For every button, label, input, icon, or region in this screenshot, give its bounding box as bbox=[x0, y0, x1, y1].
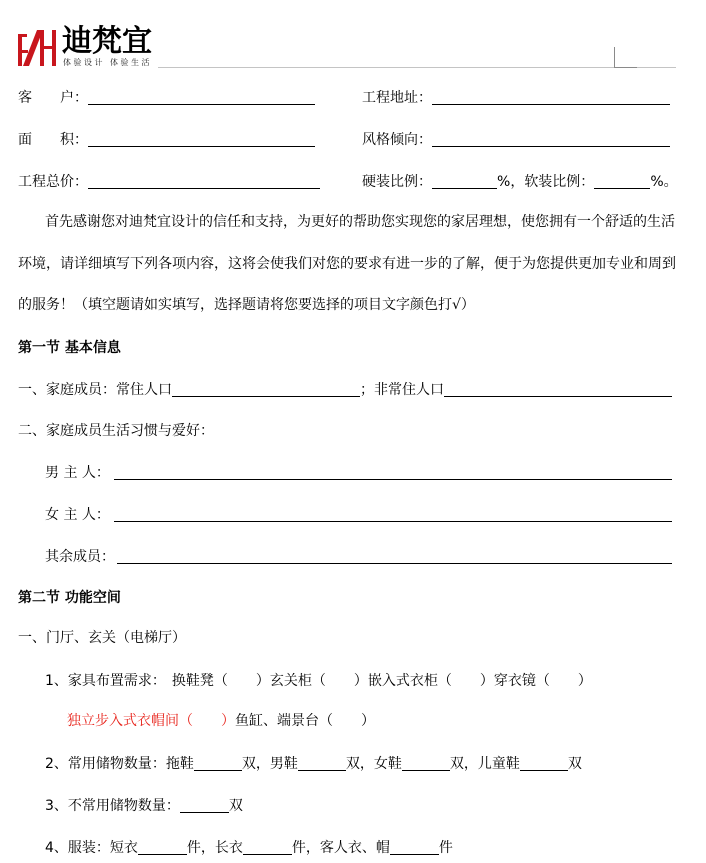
soft-ratio-label: 软装比例： bbox=[524, 174, 595, 190]
family-members-row bbox=[18, 380, 672, 400]
style-field[interactable] bbox=[432, 130, 670, 147]
total-price-field[interactable] bbox=[88, 172, 320, 189]
intro-line: 首先感谢您对迪梵宜设计的信任和支持，为更好的帮助您实现您的家居理想，使您拥有一个舒适的生活 bbox=[45, 214, 675, 230]
style-label: 风格倾向： bbox=[362, 132, 432, 148]
resident-field[interactable] bbox=[172, 380, 360, 397]
common-storage-row bbox=[45, 754, 582, 774]
soft-ratio-field[interactable] bbox=[594, 172, 650, 189]
clothing-separator: ， bbox=[200, 840, 215, 856]
furniture-needs-label: 1、家具布置需求： bbox=[45, 673, 166, 689]
male-host-field[interactable] bbox=[114, 463, 672, 480]
storage-item-name: 男鞋 bbox=[269, 756, 298, 772]
entrance-title: 一、门厅、玄关（电梯厅） bbox=[18, 630, 186, 646]
storage-item-unit: 双 bbox=[241, 756, 256, 772]
male-host-label: 男 主 人： bbox=[45, 465, 110, 481]
female-host-row bbox=[45, 505, 672, 525]
option-walk-in-closet[interactable]: 独立步入式衣帽间（ ） bbox=[67, 713, 235, 729]
brand-tagline: 体验设计 体验生活 bbox=[63, 58, 153, 67]
customer-field[interactable] bbox=[88, 88, 315, 105]
storage-separator: ， bbox=[255, 756, 270, 772]
clothing-separator: ， bbox=[305, 840, 320, 856]
family-members-label: 一、家庭成员： bbox=[18, 382, 116, 398]
resident-label: 常住人口 bbox=[116, 382, 172, 398]
storage-item-name: 拖鞋 bbox=[165, 756, 194, 772]
option-dressing-mirror[interactable]: 穿衣镜（ ） bbox=[493, 673, 592, 689]
furniture-needs-row-continued bbox=[67, 711, 375, 731]
style-row bbox=[362, 130, 670, 150]
clothing-label: 4、服装： bbox=[45, 840, 110, 856]
intro-line: 环境，请详细填写下列各项内容，这将会使我们对您的要求有进一步的了解，便于为您提供更加专业和周到 bbox=[18, 256, 676, 272]
header-rule bbox=[158, 67, 676, 68]
customer-label: 客 户： bbox=[18, 90, 88, 106]
storage-item-unit: 双 bbox=[345, 756, 360, 772]
kids-shoes-count-field[interactable] bbox=[520, 754, 568, 771]
clothing-item-name: 长衣 bbox=[214, 840, 243, 856]
intro-line: 的服务！（填空题请如实填写，选择题请将您要选择的项目文字颜色打√） bbox=[18, 297, 475, 313]
guest-coats-hats-count-field[interactable] bbox=[390, 838, 439, 855]
storage-item-unit: 双 bbox=[567, 756, 582, 772]
other-members-field[interactable] bbox=[117, 547, 672, 564]
address-row bbox=[362, 88, 670, 108]
furniture-needs-row bbox=[45, 671, 592, 691]
family-separator: ； bbox=[360, 382, 374, 398]
common-storage-label: 2、常用储物数量： bbox=[45, 756, 166, 772]
total-price-label: 工程总价： bbox=[18, 174, 88, 190]
hard-ratio-label: 硬装比例： bbox=[362, 174, 432, 190]
ratio-row bbox=[362, 172, 678, 192]
nonresident-label: 非常住人口 bbox=[374, 382, 444, 398]
address-label: 工程地址： bbox=[362, 90, 432, 106]
storage-item-name: 儿童鞋 bbox=[477, 756, 520, 772]
female-host-label: 女 主 人： bbox=[45, 507, 110, 523]
other-members-row bbox=[45, 547, 672, 567]
ratio-separator: ， bbox=[510, 174, 525, 190]
hard-ratio-unit: % bbox=[497, 174, 511, 190]
soft-ratio-unit: % bbox=[650, 174, 664, 190]
female-host-field[interactable] bbox=[114, 505, 672, 522]
long-clothes-count-field[interactable] bbox=[243, 838, 292, 855]
storage-separator: ， bbox=[359, 756, 374, 772]
clothing-row bbox=[45, 838, 453, 858]
area-row bbox=[18, 130, 315, 150]
rare-storage-count-field[interactable] bbox=[180, 796, 229, 813]
option-fish-tank-console[interactable]: 鱼缸、端景台（ ） bbox=[235, 713, 375, 729]
section-title-functional-space: 第二节 功能空间 bbox=[18, 590, 121, 606]
male-host-row bbox=[45, 463, 672, 483]
womens-shoes-count-field[interactable] bbox=[402, 754, 450, 771]
short-clothes-count-field[interactable] bbox=[138, 838, 187, 855]
storage-item-unit: 双 bbox=[449, 756, 464, 772]
other-members-label: 其余成员： bbox=[45, 549, 115, 565]
total-price-row bbox=[18, 172, 320, 192]
hard-ratio-field[interactable] bbox=[432, 172, 497, 189]
brand-logo-mark bbox=[18, 28, 58, 66]
customer-row bbox=[18, 88, 315, 108]
address-field[interactable] bbox=[432, 88, 670, 105]
habits-question: 二、家庭成员生活习惯与爱好： bbox=[18, 423, 214, 439]
clothing-item-name: 短衣 bbox=[109, 840, 138, 856]
rare-storage-row bbox=[45, 796, 243, 816]
nonresident-field[interactable] bbox=[444, 380, 672, 397]
section-title-basic-info: 第一节 基本信息 bbox=[18, 340, 121, 356]
rare-storage-unit: 双 bbox=[228, 798, 243, 814]
clothing-item-unit: 件 bbox=[186, 840, 201, 856]
area-field[interactable] bbox=[88, 130, 315, 147]
clothing-item-unit: 件 bbox=[291, 840, 306, 856]
area-label: 面 积： bbox=[18, 132, 88, 148]
mens-shoes-count-field[interactable] bbox=[298, 754, 346, 771]
option-shoe-bench[interactable]: 换鞋凳（ ） bbox=[171, 673, 270, 689]
rare-storage-label: 3、不常用储物数量： bbox=[45, 798, 180, 814]
clothing-item-name: 客人衣、帽 bbox=[319, 840, 390, 856]
storage-item-name: 女鞋 bbox=[373, 756, 402, 772]
brand-name: 迪梵宜 bbox=[62, 24, 152, 59]
option-entry-cabinet[interactable]: 玄关柜（ ） bbox=[269, 673, 368, 689]
clothing-item-unit: 件 bbox=[438, 840, 453, 856]
option-built-in-wardrobe[interactable]: 嵌入式衣柜（ ） bbox=[367, 673, 494, 689]
slippers-count-field[interactable] bbox=[194, 754, 242, 771]
ratio-end: 。 bbox=[663, 174, 678, 190]
page-corner-mark bbox=[614, 47, 637, 68]
storage-separator: ， bbox=[463, 756, 478, 772]
